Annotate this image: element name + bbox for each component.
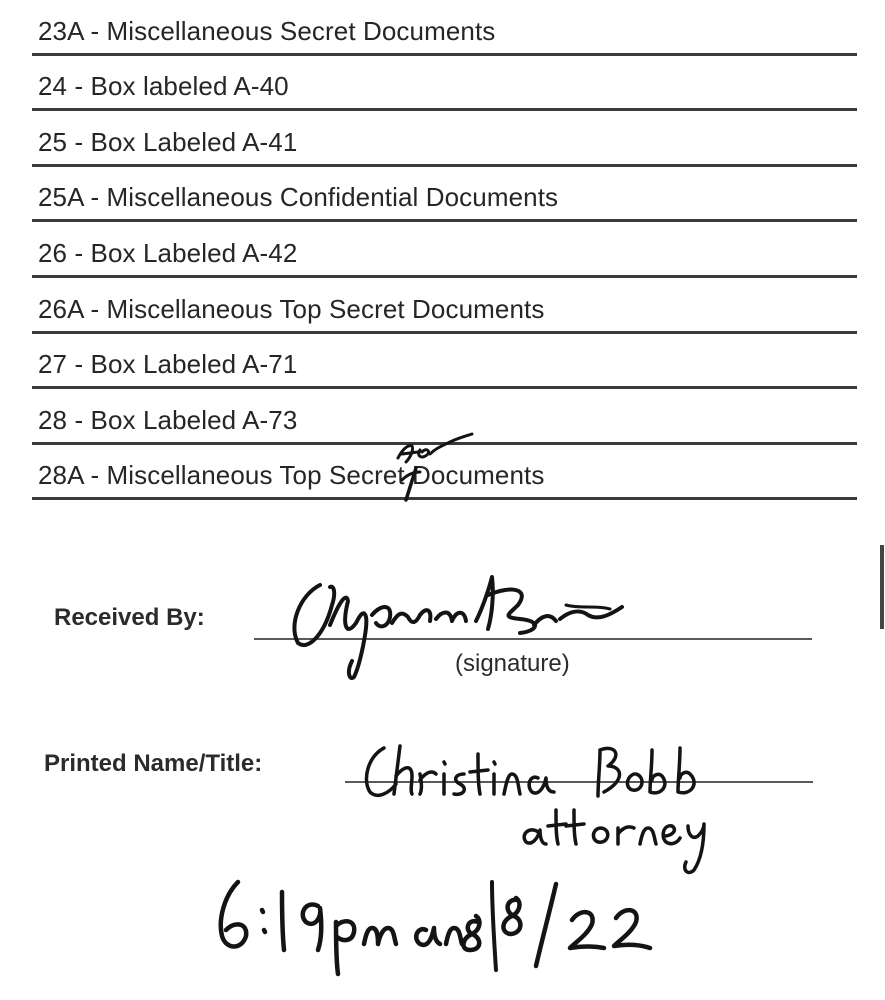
list-item: 23A - Miscellaneous Secret Documents — [32, 0, 857, 56]
handwritten-printed-name — [360, 730, 780, 880]
list-item: 28 - Box Labeled A-73 — [32, 389, 857, 445]
list-item: 27 - Box Labeled A-71 — [32, 334, 857, 390]
scan-edge-mark — [880, 545, 884, 629]
list-item: 24 - Box labeled A-40 — [32, 56, 857, 112]
signature-text — [300, 600, 308, 601]
printed-title-text — [540, 830, 544, 831]
evidence-item-list — [32, 0, 857, 500]
list-item: 26A - Miscellaneous Top Secret Documents — [32, 278, 857, 334]
list-item: 28A - Miscellaneous Top Secret Documents — [32, 445, 857, 501]
received-by-label: Received By: — [54, 604, 205, 631]
handwritten-time-text — [230, 920, 237, 921]
printed-name-label: Printed Name/Title: — [44, 750, 263, 777]
handwritten-time-date — [210, 870, 710, 980]
signature-caption: (signature) — [455, 650, 570, 677]
signature — [280, 565, 660, 685]
handwritten-correction — [380, 428, 490, 508]
handwritten-correction-text — [400, 440, 401, 441]
list-item: 26 - Box Labeled A-42 — [32, 222, 857, 278]
list-item: 25A - Miscellaneous Confidential Documents — [32, 167, 857, 223]
printed-name-text — [380, 760, 388, 761]
list-item: 25 - Box Labeled A-41 — [32, 111, 857, 167]
